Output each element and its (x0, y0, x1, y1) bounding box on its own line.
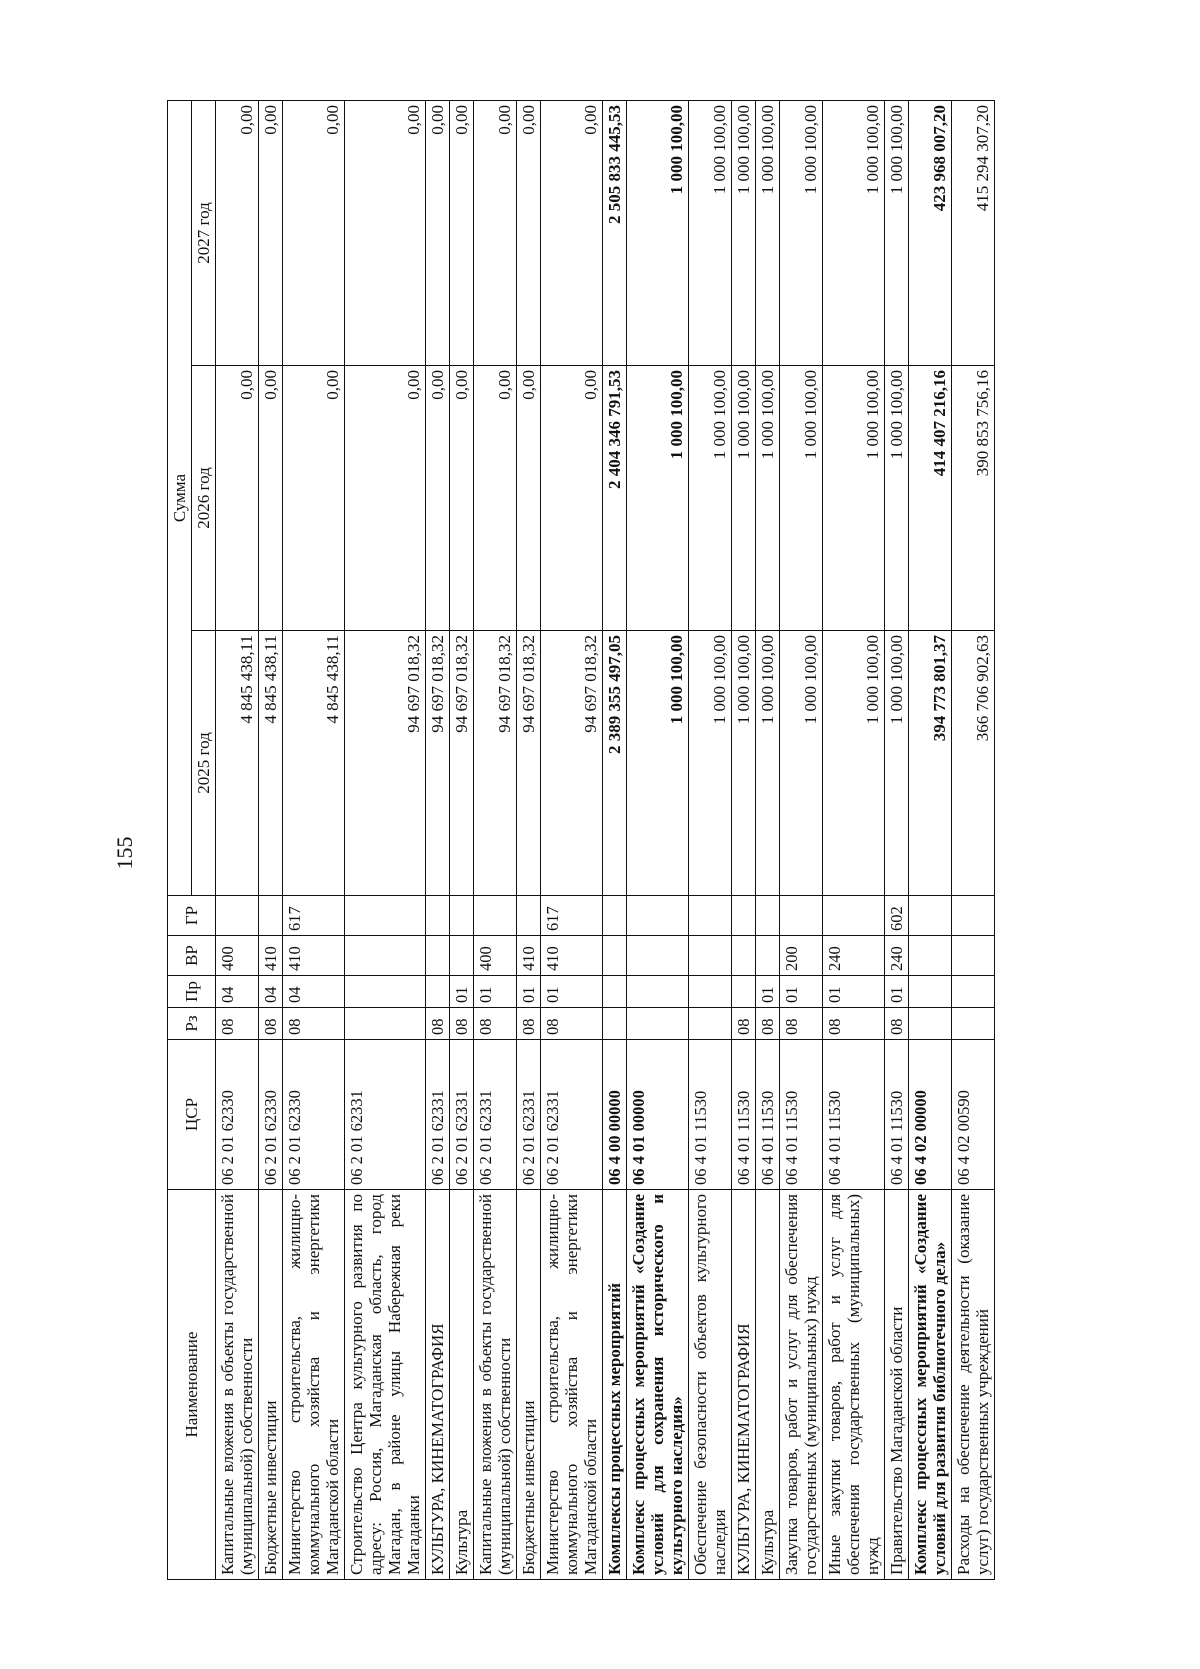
header-pr: Пр (168, 976, 216, 1008)
cell-name: Расходы на обеспечение деятельности (оказание услуг) государственных учреждений (952, 1190, 995, 1580)
cell-2027: 1 000 100,00 (627, 101, 689, 366)
cell-2026: 1 000 100,00 (689, 366, 732, 631)
cell-gr (823, 896, 885, 936)
cell-pr: 04 (216, 976, 259, 1008)
cell-rz: 08 (474, 1008, 517, 1040)
cell-2025: 94 697 018,32 (345, 631, 426, 896)
cell-2025: 366 706 902,63 (952, 631, 995, 896)
cell-2026: 1 000 100,00 (780, 366, 823, 631)
cell-csr: 06 2 01 62330 (216, 1040, 259, 1190)
cell-vr (689, 936, 732, 976)
cell-2026: 2 404 346 791,53 (603, 366, 627, 631)
cell-2026: 0,00 (283, 366, 345, 631)
cell-vr: 410 (259, 936, 283, 976)
cell-vr: 400 (474, 936, 517, 976)
cell-csr: 06 4 01 11530 (756, 1040, 780, 1190)
cell-2026: 0,00 (345, 366, 426, 631)
cell-gr: 617 (541, 896, 603, 936)
cell-gr (756, 896, 780, 936)
table-row (756, 101, 780, 1580)
header-csr: ЦСР (168, 1040, 216, 1190)
cell-gr (603, 896, 627, 936)
cell-2025: 1 000 100,00 (756, 631, 780, 896)
cell-2026: 1 000 100,00 (627, 366, 689, 631)
cell-csr: 06 4 00 00000 (603, 1040, 627, 1190)
header-vr: ВР (168, 936, 216, 976)
cell-csr: 06 2 01 62331 (426, 1040, 450, 1190)
cell-2025: 1 000 100,00 (823, 631, 885, 896)
cell-pr: 04 (283, 976, 345, 1008)
header-name: Наименование (168, 1190, 216, 1580)
cell-vr: 240 (823, 936, 885, 976)
table-row (627, 101, 689, 1580)
cell-vr: 410 (283, 936, 345, 976)
cell-name: Строительство Центра культурного развития по адресу: Россия, Магаданская область, город Магадан, в районе улицы Набережная реки Магаданки (345, 1190, 426, 1580)
cell-name: Бюджетные инвестиции (259, 1190, 283, 1580)
cell-gr (450, 896, 474, 936)
cell-pr (627, 976, 689, 1008)
cell-2025: 94 697 018,32 (450, 631, 474, 896)
cell-2027: 423 968 007,20 (909, 101, 952, 366)
cell-2025: 1 000 100,00 (732, 631, 756, 896)
cell-pr (689, 976, 732, 1008)
table-body (216, 101, 995, 1580)
table-row (909, 101, 952, 1580)
table-row (450, 101, 474, 1580)
cell-gr (952, 896, 995, 936)
cell-gr (259, 896, 283, 936)
table-row (732, 101, 756, 1580)
cell-gr (689, 896, 732, 936)
cell-name: Комплекс процессных мероприятий «Создание условий для развития библиотечного дела» (909, 1190, 952, 1580)
cell-rz: 08 (259, 1008, 283, 1040)
cell-vr (345, 936, 426, 976)
cell-rz: 08 (517, 1008, 541, 1040)
cell-name: Культура (450, 1190, 474, 1580)
cell-pr: 01 (823, 976, 885, 1008)
cell-vr (952, 936, 995, 976)
cell-pr (426, 976, 450, 1008)
cell-csr: 06 2 01 62331 (345, 1040, 426, 1190)
cell-2025: 4 845 438,11 (216, 631, 259, 896)
cell-pr: 01 (885, 976, 909, 1008)
table-row (259, 101, 283, 1580)
cell-name: КУЛЬТУРА, КИНЕМАТОГРАФИЯ (426, 1190, 450, 1580)
cell-rz (689, 1008, 732, 1040)
table-row (345, 101, 426, 1580)
cell-2027: 0,00 (517, 101, 541, 366)
table-row (780, 101, 823, 1580)
header-gr: ГР (168, 896, 216, 936)
cell-pr (909, 976, 952, 1008)
cell-rz: 08 (450, 1008, 474, 1040)
cell-2027: 0,00 (259, 101, 283, 366)
cell-rz: 08 (216, 1008, 259, 1040)
cell-2025: 1 000 100,00 (780, 631, 823, 896)
cell-rz: 08 (283, 1008, 345, 1040)
table-row (474, 101, 517, 1580)
cell-2026: 1 000 100,00 (756, 366, 780, 631)
cell-2026: 0,00 (517, 366, 541, 631)
cell-2027: 0,00 (426, 101, 450, 366)
cell-2025: 94 697 018,32 (541, 631, 603, 896)
cell-2026: 0,00 (216, 366, 259, 631)
cell-rz (345, 1008, 426, 1040)
cell-pr (603, 976, 627, 1008)
cell-rz: 08 (541, 1008, 603, 1040)
cell-name: Бюджетные инвестиции (517, 1190, 541, 1580)
cell-name: Закупка товаров, работ и услуг для обеспечения государственных (муниципальных) нужд (780, 1190, 823, 1580)
cell-csr: 06 2 01 62331 (450, 1040, 474, 1190)
cell-2026: 0,00 (259, 366, 283, 631)
table-row (517, 101, 541, 1580)
cell-2027: 1 000 100,00 (732, 101, 756, 366)
cell-2027: 1 000 100,00 (885, 101, 909, 366)
cell-rz: 08 (780, 1008, 823, 1040)
cell-csr: 06 4 01 11530 (823, 1040, 885, 1190)
cell-pr: 01 (517, 976, 541, 1008)
cell-name: Комплексы процессных мероприятий (603, 1190, 627, 1580)
cell-vr (627, 936, 689, 976)
cell-2025: 94 697 018,32 (426, 631, 450, 896)
cell-pr: 01 (756, 976, 780, 1008)
cell-2025: 4 845 438,11 (259, 631, 283, 896)
cell-gr (216, 896, 259, 936)
cell-2027: 0,00 (216, 101, 259, 366)
cell-2025: 1 000 100,00 (627, 631, 689, 896)
table-row (426, 101, 450, 1580)
table-row (952, 101, 995, 1580)
cell-pr (732, 976, 756, 1008)
cell-2025: 94 697 018,32 (517, 631, 541, 896)
cell-name: Правительство Магаданской области (885, 1190, 909, 1580)
cell-vr: 410 (517, 936, 541, 976)
cell-2025: 4 845 438,11 (283, 631, 345, 896)
cell-csr: 06 2 01 62331 (517, 1040, 541, 1190)
header-rz: Рз (168, 1008, 216, 1040)
cell-gr (426, 896, 450, 936)
header-2027: 2027 год (192, 101, 216, 366)
page-number: 155 (112, 836, 137, 870)
table-row (885, 101, 909, 1580)
budget-table (167, 100, 995, 1580)
table-row (283, 101, 345, 1580)
cell-2027: 0,00 (345, 101, 426, 366)
cell-csr: 06 2 01 62331 (541, 1040, 603, 1190)
cell-csr: 06 4 02 00000 (909, 1040, 952, 1190)
cell-name: Капитальные вложения в объекты государственной (муниципальной) собственности (216, 1190, 259, 1580)
cell-rz: 08 (732, 1008, 756, 1040)
cell-2026: 1 000 100,00 (732, 366, 756, 631)
cell-rz: 08 (756, 1008, 780, 1040)
cell-2027: 2 505 833 445,53 (603, 101, 627, 366)
cell-gr (627, 896, 689, 936)
cell-vr: 240 (885, 936, 909, 976)
cell-name: Иные закупки товаров, работ и услуг для обеспечения государственных (муниципальных) нужд (823, 1190, 885, 1580)
cell-2027: 1 000 100,00 (756, 101, 780, 366)
cell-pr: 01 (450, 976, 474, 1008)
cell-vr: 200 (780, 936, 823, 976)
cell-gr (345, 896, 426, 936)
cell-2026: 390 853 756,16 (952, 366, 995, 631)
cell-2027: 0,00 (283, 101, 345, 366)
cell-pr: 01 (541, 976, 603, 1008)
cell-vr (450, 936, 474, 976)
cell-gr (780, 896, 823, 936)
cell-csr: 06 4 01 11530 (780, 1040, 823, 1190)
budget-table-rotated (167, 100, 1177, 1580)
cell-gr (517, 896, 541, 936)
cell-name: КУЛЬТУРА, КИНЕМАТОГРАФИЯ (732, 1190, 756, 1580)
cell-gr (732, 896, 756, 936)
table-row (823, 101, 885, 1580)
table-row (541, 101, 603, 1580)
cell-csr: 06 2 01 62331 (474, 1040, 517, 1190)
cell-vr: 410 (541, 936, 603, 976)
cell-rz (909, 1008, 952, 1040)
cell-gr (909, 896, 952, 936)
cell-2026: 1 000 100,00 (885, 366, 909, 631)
cell-vr (426, 936, 450, 976)
cell-pr: 04 (259, 976, 283, 1008)
table-row (689, 101, 732, 1580)
cell-pr: 01 (474, 976, 517, 1008)
cell-name: Министерство строительства, жилищно-коммунального хозяйства и энергетики Магаданской области (283, 1190, 345, 1580)
cell-csr: 06 4 01 11530 (732, 1040, 756, 1190)
cell-2025: 2 389 355 497,05 (603, 631, 627, 896)
header-2026: 2026 год (192, 366, 216, 631)
cell-2027: 0,00 (450, 101, 474, 366)
cell-csr: 06 2 01 62330 (259, 1040, 283, 1190)
cell-pr: 01 (780, 976, 823, 1008)
cell-2026: 1 000 100,00 (823, 366, 885, 631)
cell-2025: 94 697 018,32 (474, 631, 517, 896)
cell-vr (732, 936, 756, 976)
cell-vr (909, 936, 952, 976)
cell-gr (474, 896, 517, 936)
cell-2025: 394 773 801,37 (909, 631, 952, 896)
cell-name: Министерство строительства, жилищно-коммунального хозяйства и энергетики Магаданской области (541, 1190, 603, 1580)
cell-rz: 08 (426, 1008, 450, 1040)
cell-pr (952, 976, 995, 1008)
header-2025: 2025 год (192, 631, 216, 896)
cell-2027: 415 294 307,20 (952, 101, 995, 366)
cell-2027: 0,00 (474, 101, 517, 366)
cell-2026: 0,00 (450, 366, 474, 631)
cell-gr: 617 (283, 896, 345, 936)
cell-2026: 414 407 216,16 (909, 366, 952, 631)
cell-csr: 06 4 02 00590 (952, 1040, 995, 1190)
cell-2027: 1 000 100,00 (823, 101, 885, 366)
cell-csr: 06 2 01 62330 (283, 1040, 345, 1190)
cell-name: Культура (756, 1190, 780, 1580)
table-row (603, 101, 627, 1580)
cell-name: Капитальные вложения в объекты государственной (муниципальной) собственности (474, 1190, 517, 1580)
cell-vr (603, 936, 627, 976)
cell-rz (627, 1008, 689, 1040)
cell-2027: 1 000 100,00 (780, 101, 823, 366)
cell-2027: 1 000 100,00 (689, 101, 732, 366)
cell-name: Обеспечение безопасности объектов культурного наследия (689, 1190, 732, 1580)
cell-2025: 1 000 100,00 (885, 631, 909, 896)
cell-2026: 0,00 (426, 366, 450, 631)
table-row (216, 101, 259, 1580)
cell-csr: 06 4 01 00000 (627, 1040, 689, 1190)
cell-csr: 06 4 01 11530 (689, 1040, 732, 1190)
cell-name: Комплекс процессных мероприятий «Создание условий для сохранения исторического и культурного наследия» (627, 1190, 689, 1580)
header-sum: Сумма (168, 101, 192, 896)
cell-rz: 08 (823, 1008, 885, 1040)
cell-vr: 400 (216, 936, 259, 976)
header-row-1 (168, 101, 192, 1580)
cell-gr: 602 (885, 896, 909, 936)
cell-csr: 06 4 01 11530 (885, 1040, 909, 1190)
cell-vr (756, 936, 780, 976)
cell-rz (952, 1008, 995, 1040)
cell-2027: 0,00 (541, 101, 603, 366)
cell-rz (603, 1008, 627, 1040)
cell-pr (345, 976, 426, 1008)
cell-2026: 0,00 (541, 366, 603, 631)
cell-rz: 08 (885, 1008, 909, 1040)
cell-2025: 1 000 100,00 (689, 631, 732, 896)
cell-2026: 0,00 (474, 366, 517, 631)
